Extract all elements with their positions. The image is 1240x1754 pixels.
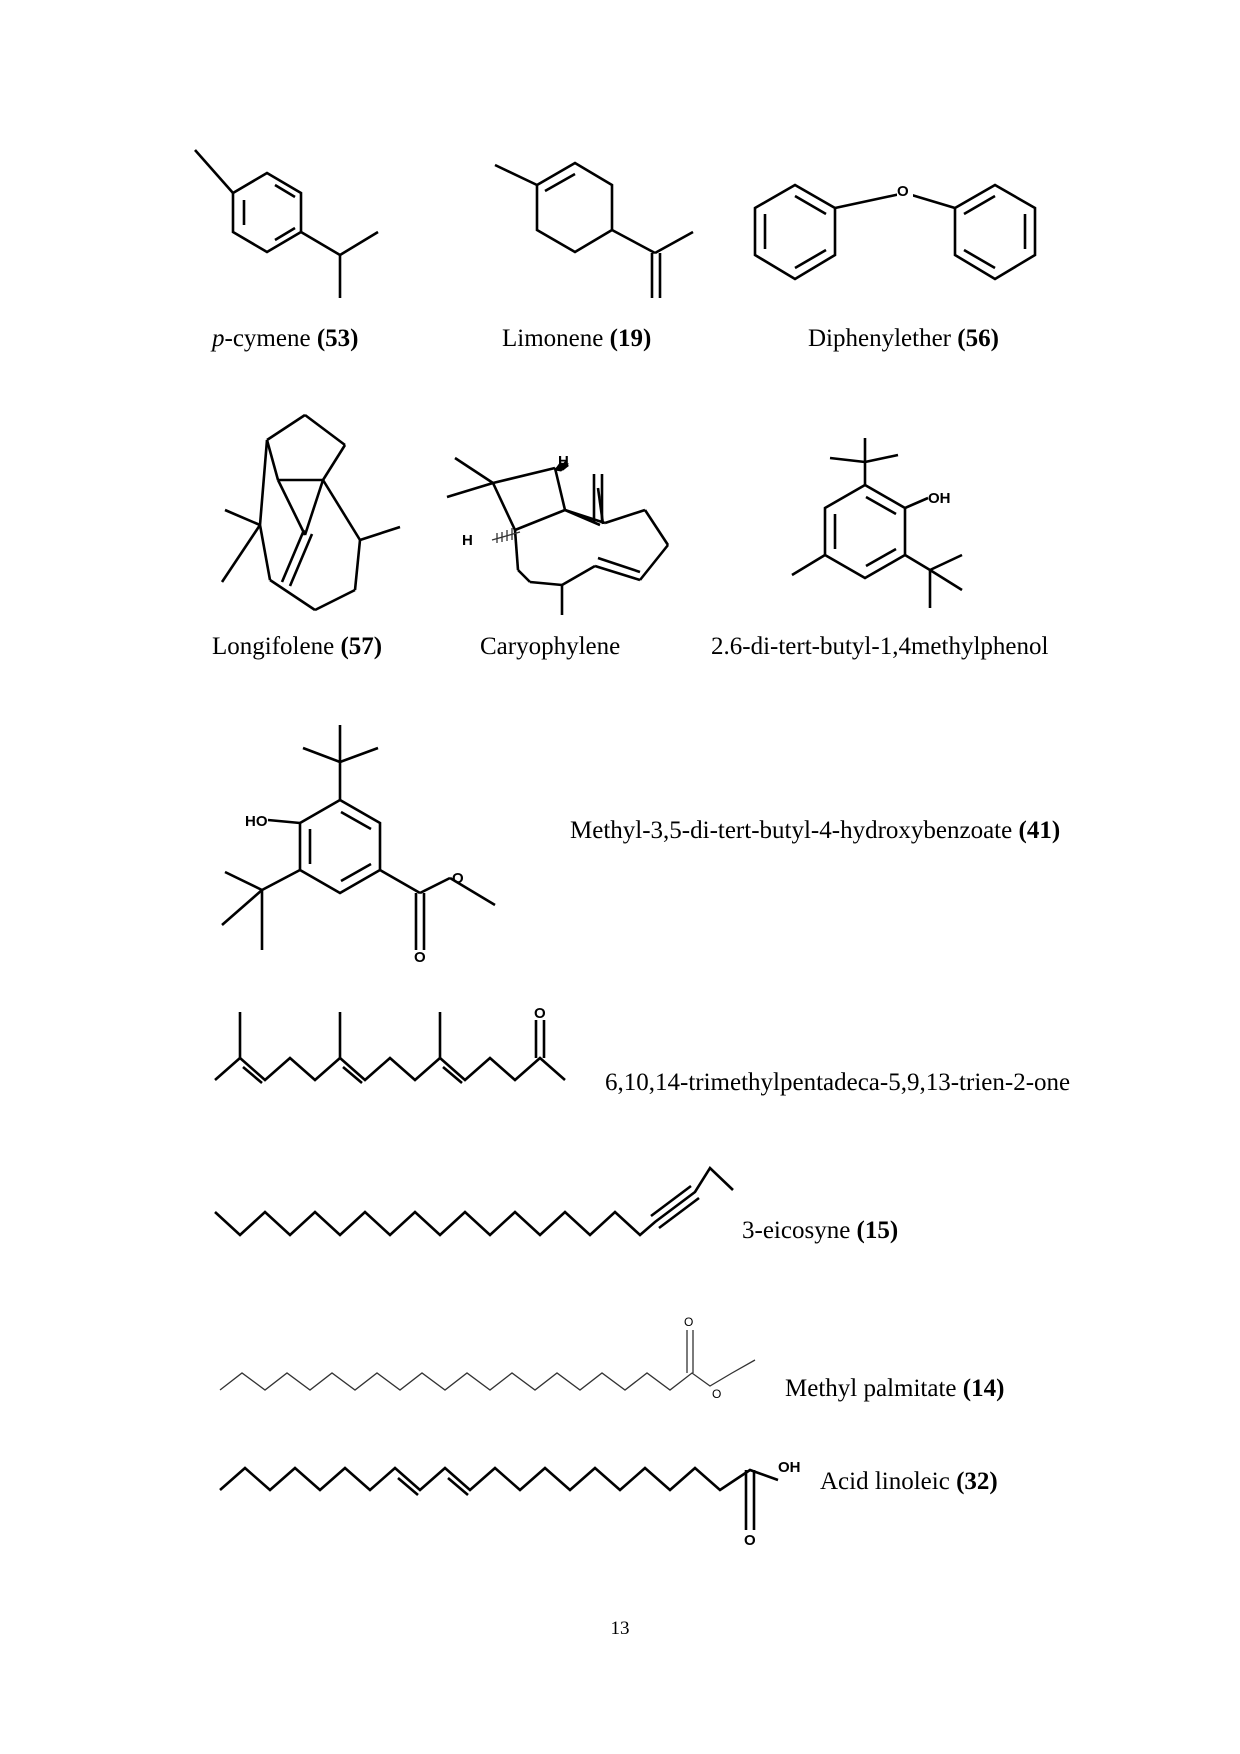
atom-o-carbonyl: O [414, 949, 426, 966]
atom-o-ester: O [452, 870, 464, 887]
atom-o-palmitate-carbonyl: O [684, 1315, 694, 1329]
atom-o-palmitate-ester: O [712, 1387, 722, 1401]
atom-o: O [897, 183, 909, 200]
atom-oh-acid: OH [778, 1459, 801, 1476]
compound-label-caryophylene: Caryophylene [480, 633, 621, 660]
atom-o-ketone: O [534, 1005, 546, 1022]
compound-label-trimethylpentadecatrienone: 6,10,14-trimethylpentadeca-5,9,13-trien-2-one [605, 1069, 1071, 1096]
page-number: 13 [610, 1618, 630, 1639]
compound-label-bht: 2.6-di-tert-butyl-1,4methylphenol [711, 633, 1049, 660]
compound-label-methyl-palmitate: Methyl palmitate (14) [785, 1375, 1005, 1402]
compound-label-eicosyne: 3-eicosyne (15) [742, 1217, 899, 1244]
atom-oh: OH [928, 490, 951, 507]
atom-h-left: H [462, 532, 473, 549]
compound-label-limonene: Limonene (19) [502, 325, 652, 352]
atom-ho: HO [245, 813, 268, 830]
compound-label-longifolene: Longifolene (57) [212, 633, 383, 660]
compound-label-linoleic-acid: Acid linoleic (32) [820, 1468, 998, 1495]
atom-h-top: H [558, 453, 569, 470]
compound-label-p-cymene: p-cymene (53) [212, 325, 359, 352]
atom-o-acid: O [744, 1532, 756, 1549]
compound-label-methyl-hydroxybenzoate: Methyl-3,5-di-tert-butyl-4-hydroxybenzoate (41) [570, 817, 1061, 844]
compound-label-diphenylether: Diphenylether (56) [808, 325, 999, 352]
